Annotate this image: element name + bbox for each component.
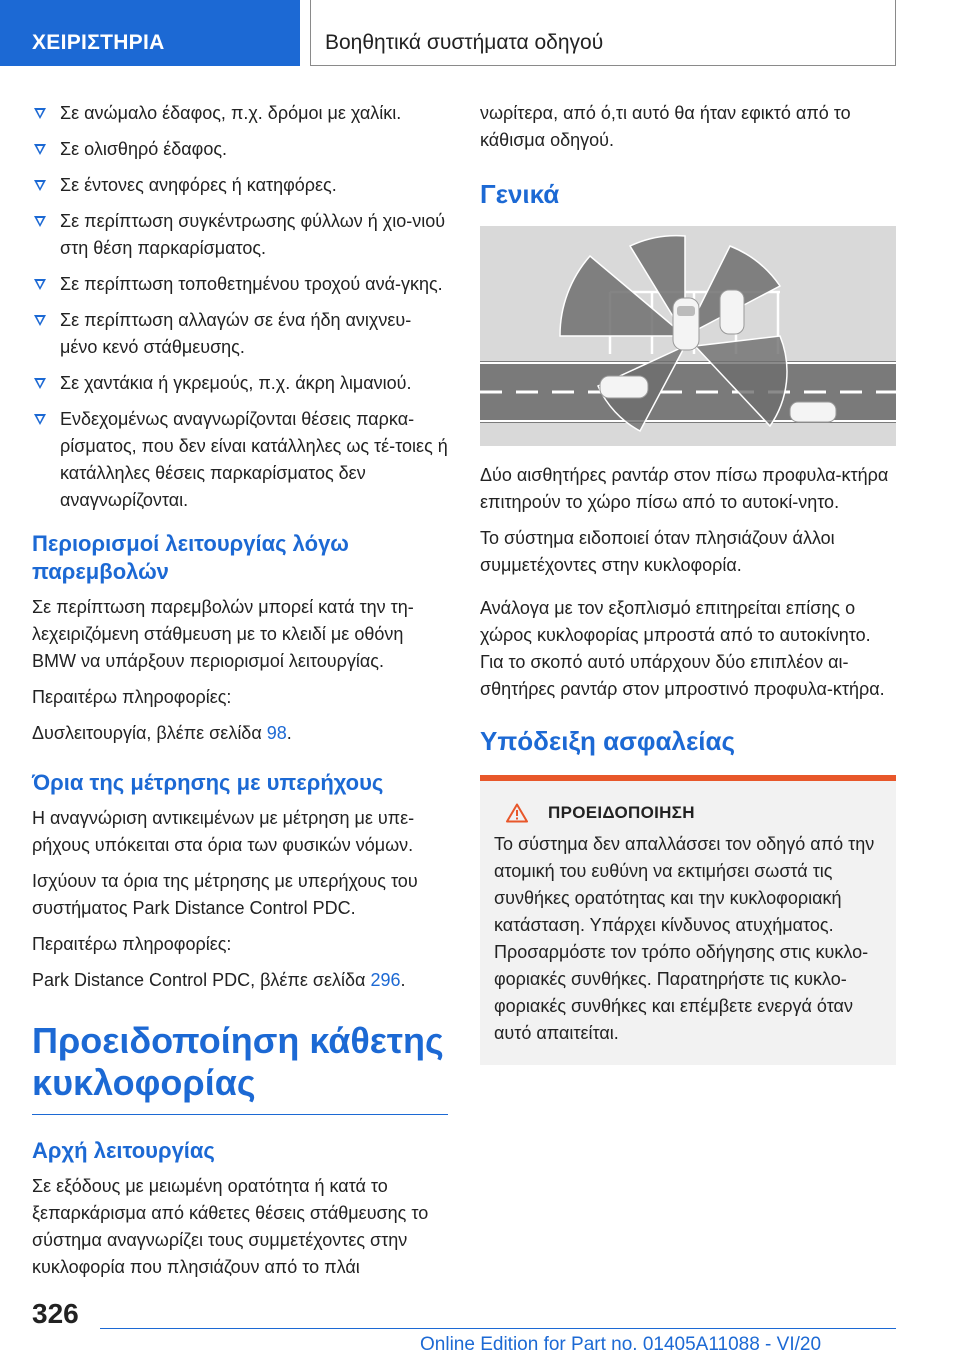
- ultrasound-limits-reference: Park Distance Control PDC, βλέπε σελίδα 296.: [32, 970, 406, 990]
- general-text-1: Δύο αισθητήρες ραντάρ στον πίσω προφυλα-κτήρα επιτηρούν το χώρο πίσω από το αυτοκί-νητο.: [480, 465, 889, 512]
- ultrasound-limits-text-1: Η αναγνώριση αντικειμένων με μέτρηση με υπε-ρήχους υπόκειται στα όρια των φυσικών νόμων.: [32, 808, 415, 855]
- list-item: Σε περίπτωση συγκέντρωσης φύλλων ή χιο-νιού στη θέση παρκαρίσματος.: [32, 208, 448, 262]
- warning-title-row: [506, 803, 882, 823]
- parked-car: [720, 290, 744, 334]
- approaching-car: [600, 376, 648, 398]
- interference-more: Περαιτέρω πληροφορίες:: [32, 687, 232, 707]
- safety-heading: Υπόδειξη ασφαλείας: [480, 726, 736, 756]
- warning-title: ΠΡΟΕΙΔΟΠΟΙΗΣΗ: [548, 803, 695, 822]
- page-link-98[interactable]: 98: [266, 723, 287, 743]
- list-item: Σε έντονες ανηφόρες ή κατηφόρες.: [32, 172, 448, 199]
- warning-box: [480, 781, 896, 1065]
- triangle-bullet-icon: [34, 180, 46, 191]
- footer-divider: [100, 1328, 896, 1329]
- list-item: Ενδεχομένως αναγνωρίζονται θέσεις παρκα-ρίσματος, που δεν είναι κατάλληλες ως τέ-τοιες ή κατάλληλες θέσεις παρκαρίσματος δεν αναγνωρίζονται.: [32, 406, 448, 514]
- interference-reference: Δυσλειτουργία, βλέπε σελίδα 98.: [32, 723, 292, 743]
- radar-coverage-illustration: [480, 226, 896, 446]
- page-link-296[interactable]: 296: [370, 970, 401, 990]
- principle-heading: Αρχή λειτουργίας: [32, 1138, 215, 1163]
- approaching-car: [790, 402, 836, 422]
- list-item: Σε ανώμαλο έδαφος, π.χ. δρόμοι με χαλίκι.: [32, 100, 448, 127]
- ultrasound-limits-more: Περαιτέρω πληροφορίες:: [32, 934, 232, 954]
- interference-text: Σε περίπτωση παρεμβολών μπορεί κατά την τη-λεχειριζόμενη στάθμευση με το κλειδί με οθόνη BMW να υπάρξουν περιορισμοί λειτουργίας.: [32, 597, 414, 671]
- list-item: Σε χαντάκια ή γκρεμούς, π.χ. άκρη λιμανιού.: [32, 370, 448, 397]
- triangle-bullet-icon: [34, 144, 46, 155]
- ego-car: [673, 298, 699, 350]
- warning-text: Το σύστημα δεν απαλλάσσει τον οδηγό από την ατομική του ευθύνη να εκτιμήσει σωστά τις συνθήκες ορατότητας και την κυκλοφοριακή κατάσταση. Υπάρχει κίνδυνος ατυχήματος. Προσαρμόστε τον τρόπο οδήγησης στις κυκλο-φοριακές συνθήκες. Παρατηρήστε τις κυκλο-φοριακές συνθήκες και επέμβετε ενεργά όταν αυτό απαιτείται.: [494, 834, 875, 1043]
- chapter-tab[interactable]: Βοηθητικά συστήματα οδηγού: [310, 0, 896, 66]
- ego-car-windshield: [677, 306, 695, 316]
- page-number: 326: [32, 1298, 79, 1329]
- right-column: [480, 100, 896, 1065]
- interference-heading: Περιορισμοί λειτουργίας λόγω παρεμβολών: [32, 531, 349, 584]
- triangle-bullet-icon: [34, 315, 46, 326]
- triangle-bullet-icon: [34, 216, 46, 227]
- page-header: [0, 0, 960, 66]
- list-item: Σε περίπτωση αλλαγών σε ένα ήδη ανιχνευ-μένο κενό στάθμευσης.: [32, 307, 448, 361]
- triangle-bullet-icon: [34, 279, 46, 290]
- section-tab[interactable]: ΧΕΙΡΙΣΤΗΡΙΑ: [0, 0, 300, 66]
- list-item: Σε ολισθηρό έδαφος.: [32, 136, 448, 163]
- left-column: [32, 100, 448, 1290]
- general-text-3: Ανάλογα με τον εξοπλισμό επιτηρείται επίσης ο χώρος κυκλοφορίας μπροστά από το αυτοκίνητο. Για το σκοπό αυτό υπάρχουν δύο επιπλέον αι-σθητήρες ραντάρ στον μπροστινό προφυλα-κτήρα.: [480, 598, 885, 699]
- general-heading: Γενικά: [480, 179, 560, 209]
- section-title: Προειδοποίηση κάθετης κυκλοφορίας: [32, 1020, 444, 1103]
- edition-label: Online Edition for Part no. 01405A11088 - VI/20: [420, 1334, 822, 1355]
- limitations-list: [32, 100, 448, 514]
- section-divider: [32, 1114, 448, 1115]
- triangle-bullet-icon: [34, 414, 46, 425]
- principle-text: Σε εξόδους με μειωμένη ορατότητα ή κατά το ξεπαρκάρισμα από κάθετες θέσεις στάθμευσης το σύστημα αναγνωρίζει τους συμμετέχοντες στην κυκλοφορία που πλησιάζουν από το πλάι: [32, 1176, 429, 1277]
- triangle-bullet-icon: [34, 378, 46, 389]
- continuation-text: νωρίτερα, από ό,τι αυτό θα ήταν εφικτό από το κάθισμα οδηγού.: [480, 103, 851, 150]
- radar-coverage-graphic: [480, 226, 896, 446]
- list-item: Σε περίπτωση τοποθετημένου τροχού ανά-γκης.: [32, 271, 448, 298]
- warning-triangle-icon: [506, 803, 528, 823]
- triangle-bullet-icon: [34, 108, 46, 119]
- ultrasound-limits-text-2: Ισχύουν τα όρια της μέτρησης με υπερήχους του συστήματος Park Distance Control PDC.: [32, 871, 418, 918]
- general-text-2: Το σύστημα ειδοποιεί όταν πλησιάζουν άλλοι συμμετέχοντες στην κυκλοφορία.: [480, 528, 835, 575]
- ultrasound-limits-heading: Όρια της μέτρησης με υπερήχους: [32, 770, 384, 795]
